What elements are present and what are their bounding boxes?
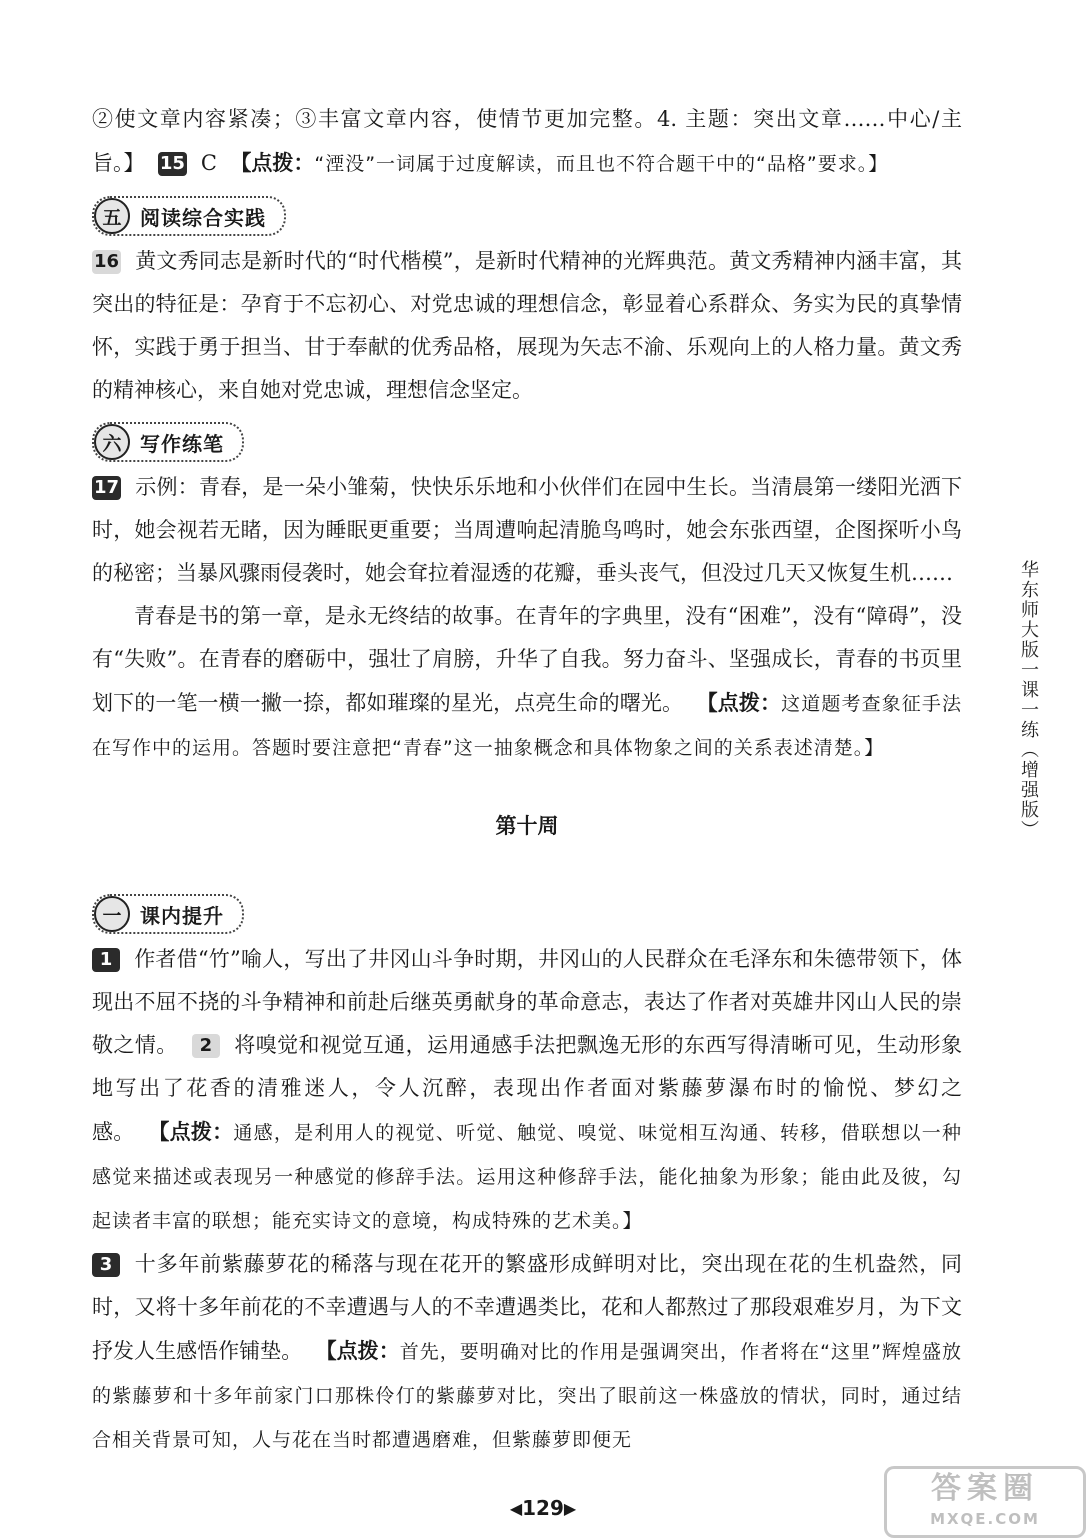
answer-text: 作者借“竹”喻人，写出了井冈山斗争时期，井冈山的人民群众在毛泽东和朱德带领下，体现出不屈不挠的斗争精神和前赴后继英勇献身的革命意志，表达了作者对英雄井冈山人民的崇敬之情。 (92, 947, 962, 1057)
text-line: 旨。】 (92, 151, 145, 175)
section-heading (92, 894, 244, 934)
right-triangle-icon: ▶ (563, 1499, 577, 1518)
answer-paragraph (92, 466, 962, 595)
watermark-url: MXQE.COM (930, 1510, 1040, 1528)
question-number-badge: 16 (94, 251, 120, 272)
tip-text: 通感，是利用人的视觉、听觉、触觉、嗅觉、味觉相互沟通、转移，借联想以一种感觉来描述或表现另一种感觉的修辞手法。运用这种修辞手法，能化抽象为形象；能由此及彼，勾起读者丰富的联想；能充实诗文的意境，构成特殊的艺术美。】 (92, 1122, 963, 1232)
watermark-logo (884, 1466, 1086, 1538)
section-title: 阅读综合实践 (140, 205, 266, 230)
week-title: 第十周 (495, 814, 559, 838)
tip-text: 这道题考查象征手法在写作中的运用。答题时要注意把“青春”这一抽象概念和具体物象之间的关系表述清楚。】 (92, 693, 963, 759)
answer-choice: C (200, 151, 217, 175)
tip-text: 首先，要明确对比的作用是强调突出，作者将在“这里”辉煌盛放的紫藤萝和十多年前家门口那株伶仃的紫藤萝对比，突出了眼前这一株盛放的情状，同时，通过结合相关背景可知，人与花在当时都遭遇磨难，但紫藤萝即便无 (92, 1341, 963, 1451)
question-number-badge: 17 (94, 477, 120, 498)
book-title-side-label: 华东师大版一课一练（增强版） (1018, 560, 1039, 840)
question-number-badge: 15 (159, 153, 185, 174)
answer-text: 黄文秀同志是新时代的“时代楷模”，是新时代精神的光辉典范。黄文秀精神内涵丰富，其突出的特征是：孕育于不忘初心、对党忠诚的理想信念，彰显着心系群众、务实为民的真挚情怀，实践于勇于担当、甘于奉献的优秀品格，展现为矢志不渝、乐观向上的人格力量。黄文秀的精神核心，来自她对党忠诚，理想信念坚定。 (92, 249, 962, 402)
watermark-text: 答案圈 (931, 1471, 1039, 1506)
answer-paragraph (92, 938, 962, 1243)
text-line: ②使文章内容紧凑；③丰富文章内容，使情节更加完整。4. 主题：突出文章……中心/主 (92, 107, 962, 131)
answer-text-top (92, 98, 962, 186)
section-number: 五 (94, 198, 130, 234)
page-number-text: 129 (522, 1496, 564, 1520)
section-number: 一 (94, 896, 130, 932)
tip-label: 【点拨： (148, 1119, 234, 1144)
left-triangle-icon: ◀ (509, 1499, 523, 1518)
answer-paragraph (92, 1243, 962, 1462)
section-title: 课内提升 (140, 903, 224, 928)
question-number-badge: 2 (192, 1034, 220, 1058)
tip-label: 【点拨： (230, 150, 315, 175)
section-number: 六 (94, 424, 130, 460)
question-number-badge: 3 (92, 1253, 120, 1277)
answer-paragraph (92, 595, 962, 770)
section-heading (92, 196, 286, 236)
question-number-badge: 1 (92, 948, 120, 972)
answer-text: 青春是书的第一章，是永无终结的故事。在青年的字典里，没有“困难”，没有“障碍”，没有“失败”。在青春的磨砺中，强壮了肩膀，升华了自我。努力奋斗、坚强成长，青春的书页里划下的一笔一横一撇一捺，都如璀璨的星光，点亮生命的曙光。 (92, 604, 962, 715)
tip-label: 【点拨： (696, 690, 782, 715)
tip-text: “湮没”一词属于过度解读，而且也不符合题干中的“品格”要求。】 (314, 153, 889, 175)
page-content (92, 98, 962, 1462)
section-title: 写作练笔 (140, 431, 224, 456)
answer-text: 示例：青春，是一朵小雏菊，快快乐乐地和小伙伴们在园中生长。当清晨第一缕阳光洒下时，她会视若无睹，因为睡眠更重要；当周遭响起清脆鸟鸣时，她会东张西望，企图探听小鸟的秘密；当暴风骤雨侵袭时，她会耷拉着湿透的花瓣，垂头丧气，但没过几天又恢复生机…… (92, 475, 962, 585)
answer-text: 十多年前紫藤萝花的稀落与现在花开的繁盛形成鲜明对比，突出现在花的生机盎然，同时，又将十多年前花的不幸遭遇与人的不幸遭遇类比，花和人都熬过了那段艰难岁月，为下文抒发人生感悟作铺垫。 (92, 1252, 962, 1363)
answer-text: 将嗅觉和视觉互通，运用通感手法把飘逸无形的东西写得清晰可见，生动形象地写出了花香的清雅迷人，令人沉醉，表现出作者面对紫藤萝瀑布时的愉悦、梦幻之感。 (92, 1033, 963, 1144)
tip-label: 【点拨： (315, 1338, 400, 1363)
answer-paragraph (92, 240, 962, 412)
section-heading (92, 422, 244, 462)
